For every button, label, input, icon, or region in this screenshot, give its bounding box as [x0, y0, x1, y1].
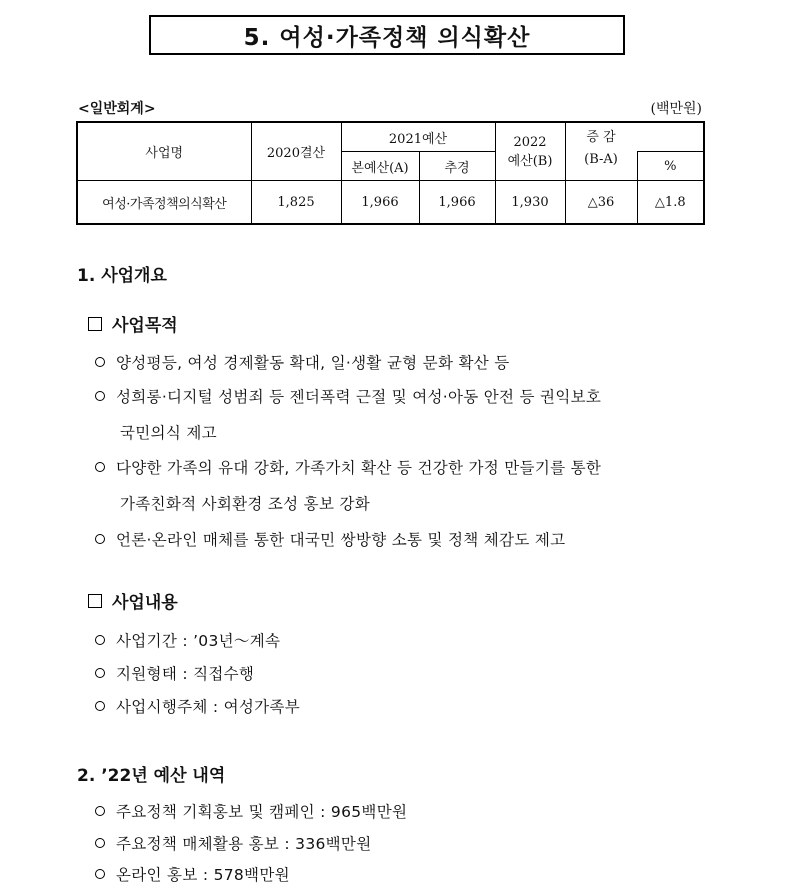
section1-heading: 1. 사업개요 [77, 266, 167, 286]
table-header-row [77, 122, 704, 152]
cell-name: 여성·가족정책의식확산 [77, 181, 251, 225]
list-item: 성희롱·디지털 성범죄 등 젠더폭력 근절 및 여성·아동 안전 등 권익보호 [95, 382, 705, 413]
circle-bullet-icon [95, 701, 105, 711]
square-bullet-icon [88, 317, 102, 331]
header-settlement-2020: 2020결산 [251, 122, 341, 181]
circle-bullet-icon [95, 391, 105, 401]
cell-change: △36 [565, 181, 637, 225]
content-heading-text: 사업내용 [112, 593, 178, 613]
list-item: 지원형태 : 직접수행 [95, 659, 254, 690]
header-budget-2022 [495, 122, 565, 181]
list-item: 주요정책 매체활용 홍보 : 336백만원 [95, 829, 371, 860]
header-change-line1: 증 감 [586, 130, 616, 145]
cell-main-budget: 1,966 [341, 181, 419, 225]
list-item: 온라인 홍보 : 578백만원 [95, 860, 290, 891]
header-budget-2022-line2: 예산(B) [507, 153, 553, 169]
header-change-line2: (B-A) [584, 152, 618, 167]
header-change-blank [637, 122, 704, 152]
cell-supplementary: 1,966 [419, 181, 495, 225]
account-label: <일반회계> [78, 101, 156, 117]
section2-heading: 2. ’22년 예산 내역 [77, 766, 226, 786]
header-supplementary: 추경 [419, 152, 495, 181]
header-change [565, 122, 637, 181]
circle-bullet-icon [95, 357, 105, 367]
content-heading [88, 588, 178, 613]
list-item: 사업시행주체 : 여성가족부 [95, 692, 300, 723]
circle-bullet-icon [95, 869, 105, 879]
cell-budget-2022: 1,930 [495, 181, 565, 225]
header-budget-2021: 2021예산 [341, 122, 495, 152]
page-title: 5. 여성·가족정책 의식확산 [149, 15, 625, 55]
purpose-heading [88, 311, 178, 336]
list-item: 다양한 가족의 유대 강화, 가족가치 확산 등 건강한 가정 만들기를 통한 [95, 453, 705, 484]
list-item: 사업기간 : ’03년～계속 [95, 626, 280, 657]
header-percent: % [637, 152, 704, 181]
cell-percent: △1.8 [637, 181, 704, 225]
header-main-budget: 본예산(A) [341, 152, 419, 181]
circle-bullet-icon [95, 838, 105, 848]
circle-bullet-icon [95, 462, 105, 472]
header-name: 사업명 [77, 122, 251, 181]
purpose-heading-text: 사업목적 [112, 316, 178, 336]
budget-table [76, 121, 705, 225]
list-item: 주요정책 기획홍보 및 캠페인 : 965백만원 [95, 797, 407, 828]
list-item: 양성평등, 여성 경제활동 확대, 일·생활 균형 문화 확산 등 [95, 348, 510, 379]
circle-bullet-icon [95, 534, 105, 544]
square-bullet-icon [88, 594, 102, 608]
list-item-continuation: 국민의식 제고 [120, 424, 217, 442]
circle-bullet-icon [95, 635, 105, 645]
cell-settlement-2020: 1,825 [251, 181, 341, 225]
list-item-continuation: 가족친화적 사회환경 조성 홍보 강화 [120, 495, 371, 513]
header-budget-2022-line1: 2022 [513, 134, 547, 150]
list-item: 언론·온라인 매체를 통한 대국민 쌍방향 소통 및 정책 체감도 제고 [95, 525, 565, 556]
circle-bullet-icon [95, 806, 105, 816]
table-row [77, 181, 704, 225]
unit-label: (백만원) [650, 101, 702, 117]
circle-bullet-icon [95, 668, 105, 678]
